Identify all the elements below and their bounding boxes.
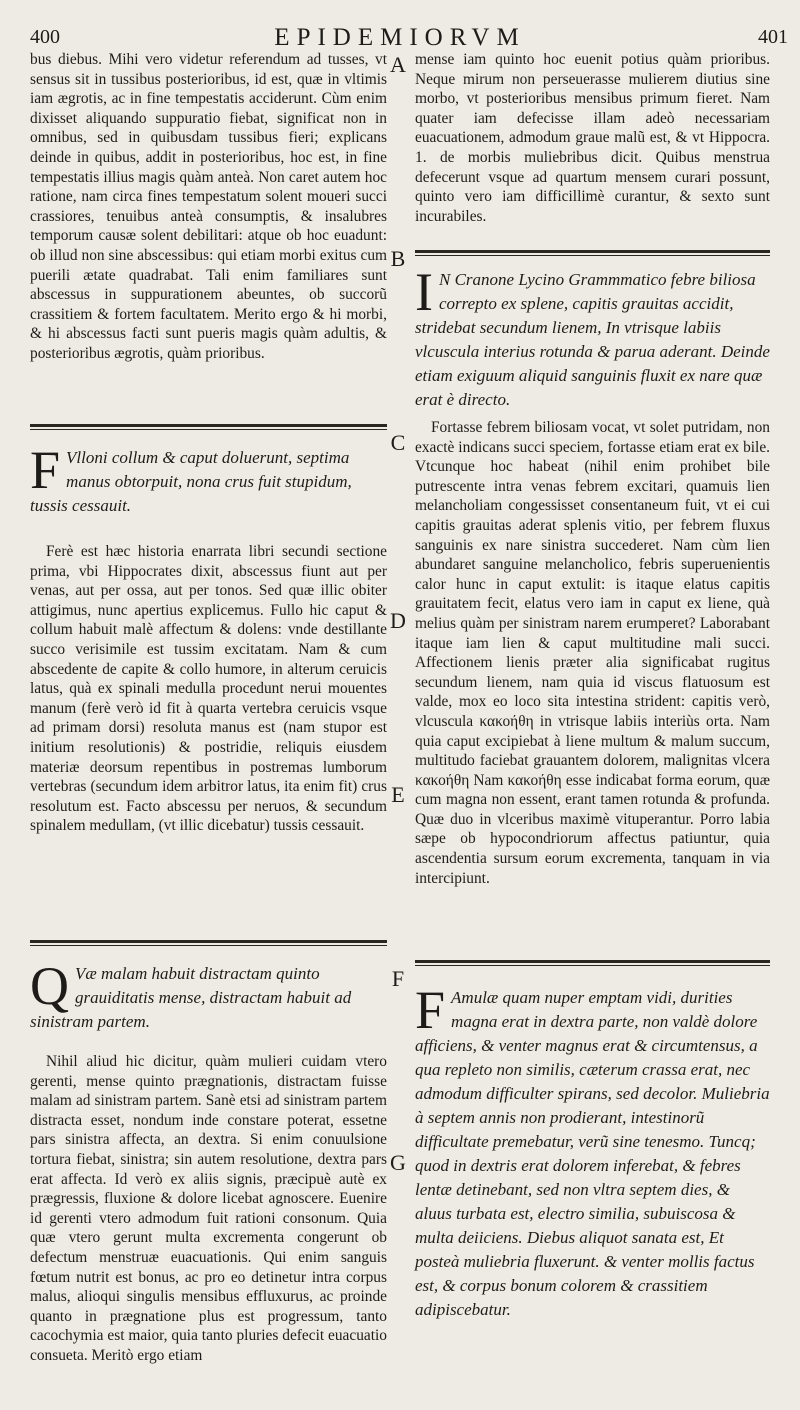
- margin-letter-f: F: [391, 966, 405, 991]
- commentary-paragraph: bus diebus. Mihi vero videtur referendum ad tusses, vt sensus sit in tussibus posterioribus, id est, quæ in vltimis iam ægrotis, ac in fine tempestatis acciderunt. Cùm enim dixisset aliquando suppuratio fiebat, significat non in omnibus, sed in quibusdam tussibus fieri; explicans deinde in quibus, addit in posterioribus, hoc est, in fine tempestatis illius magis quàm anteà. Non caret autem hoc ratione, nam circa fines tempestatum solent moueri succi crassiores, tenuibus anteà consumptis, & insalubres temporum causæ solent debilitari: atque ob hoc euadunt: ob illud non sine abscessibus: qui etiam morbi exitus cum puerili ætate quadrabat. Tali enim familiares sunt abscessus in suppurationem abeuntes, ob succorũ crassitiem & fortem facultatem. Merito ergo & hi morbi, & hi abscessus facti sunt pueris magis quàm adultis, & posterioribus ægrotis, quàm prioribus.: [30, 51, 387, 362]
- drop-cap: I: [415, 262, 433, 322]
- right-page-number: 401: [758, 26, 788, 48]
- margin-letter-g: G: [390, 1150, 406, 1175]
- margin-letter-c: C: [390, 430, 406, 455]
- drop-cap: F: [30, 440, 61, 500]
- hippocratic-text: Q Væ malam habuit distractam quinto grauiditatis mense, distractam habuit ad sinistram partem.: [30, 956, 352, 1031]
- section-divider: [30, 422, 387, 432]
- section-divider: [415, 248, 770, 258]
- right-column: [415, 50, 770, 1390]
- commentary-paragraph: Fortasse febrem biliosam vocat, vt solet putridam, non exactè indicans succi speciem, fortasse etiam erat ex bile. Vtcunque hoc habeat (nihil enim prohibet bile putrescente intra venas febrem excitari, quamuis lien melancholiam congessisset consentaneum fuit, vt ei cui capitis grauitas aderat splenis vitio, per febrem fluxus sanguinis ex nare sinistra succederet. Nam cùm lien abundaret sanguine melancholico, febris superuenientis calor hunc in caput extulit: is itaque elatus capitis grauitatem fecit, elatus vero iam in caput ex liene, quà melius quàm per sinistram narem erumperet? Laborabant itaque iam lien & caput multitudine mali succi. Affectionem lienis præter alia significabat rugitus secundum lienem, nam quia id viscus flatuosum est valde, mox eo loco sita intestina strident: capitis verò, vlcuscula κακοήθη in vtrisque labiis interiùs orta. Nam quia caput excipiebat à liene multum & malum succum, multitudo faciebat grauantem dolorem, malignitas vlcera κακοήθη Nam κακοήθη esse indicabat forma eorum, quæ cum magna non essent, erant tamen rotunda & profunda. Quæ duo in vlceribus maximè vituperantur. Porro labia sæpe ob hypocondriorum affectus patiuntur, quia ascendentia sursum eorum excrementa, tanquam in via intercipiunt.: [415, 419, 770, 887]
- section-divider: [415, 958, 770, 968]
- hippocratic-text: I N Cranone Lycino Grammmatico febre biliosa correpto ex splene, capitis grauitas accidit, stridebat secundum lienem, In vtrisque labiis vlcuscula interius rotunda & parua aderant. Deinde etiam exiguum aliquid sanguinis fluxit ex nare quæ erat è directo.: [415, 262, 770, 409]
- drop-cap: F: [415, 980, 446, 1040]
- drop-cap: Q: [30, 956, 69, 1016]
- hippocratic-text: F Amulæ quam nuper emptam vidi, durities magna erat in dextra parte, non valdè dolore afficiens, & venter magnus erat & circumtensus, a qua repleto non similis, cæterum crassa erat, nec admodum difficulter spirans, sed decolor. Muliebria à septem annis non prodierant, intestinorũ difficultate premebatur, verũ sine tenesmo. Tuncq; quod in dextris erat dolorem inferebat, & febres lentæ detinebant, sed non vltra septem dies, & aluus turbata est, electro similia, subuiscosa & multa deiiciens. Diebus aliquot sanata est, Et posteà muliebria fluxerunt. & venter mollis factus est, & corpus bonum colorem & crassitiem adipiscebatur.: [415, 980, 770, 1319]
- margin-letter-e: E: [391, 782, 405, 807]
- margin-letter-b: B: [390, 246, 406, 271]
- left-column: [30, 50, 387, 1390]
- margin-letter-a: A: [390, 52, 406, 77]
- commentary-paragraph: Ferè est hæc historia enarrata libri secundi sectione prima, vbi Hippocrates dixit, abscessus fiunt aut per venas, aut per ossa, aut per tonos. Sed quæ illic obiter attigimus, nunc apertius explicemus. Fullo hic caput & collum habuit malè affectum & dolens: vnde destillante succo verisimile est tussim excitatam. Nam & cum abscedente de capite & collo humore, in alterum ceruicis latus, quà ex spinali medulla procedunt nerui mouentes manum (ferè verò id fit à quarta vertebra ceruicis vsque ad primam dorsi) resoluta manus est (nam stupor est initium resolutionis) & postridie, reliquis eiusdem materiæ deorsum repentibus in postremas lumborum vertebras (secundum idem arbitror latus, ita enim fit) crus resolutum est. Facto abscessu per neruos, & secundum spinalem medullam, (vt illic dicebatur) tussis cessauit.: [30, 543, 387, 835]
- commentary-paragraph: Nihil aliud hic dicitur, quàm mulieri cuidam vtero gerenti, mense quinto prægnationis, distractam fuisse malam ad sinistram partem. Sanè etsi ad sinistram partem distracta esset, nondum inde constare poterat, essetne pars sinistra affecta, an dextra. Si enim conuulsione tortura fiebat, sinistra; sin autem resolutione, dextra pars erat affecta. Id verò ex aliis signis, præcipuè autè ex prægressis, fluxione & dolore licebat agnoscere. Euenire id gerenti vtero admodum fuit rationi consonum. Quia quæ vtero gerunt multa excrementa congerunt ob defectum menstruæ euacuationis. Qui enim sanguis fœtum nutrit est bonus, ac pro eo detinetur intra corpus malus, alioqui singulis mensibus effluxurus, ac proinde quanto in prægnatione plus est progressum, tanto cacochymia est maior, quia tanto pluries defecit euacuatio consueta. Meritò ergo etiam: [30, 1053, 387, 1364]
- margin-letter-d: D: [390, 608, 406, 633]
- running-title: EPIDEMIORVM: [274, 24, 526, 51]
- section-divider: [30, 938, 387, 948]
- left-page-number: 400: [30, 26, 60, 48]
- hippocratic-text: F Vlloni collum & caput doluerunt, septima manus obtorpuit, nona crus fuit stupidum, tussis cessauit.: [30, 440, 352, 515]
- commentary-paragraph: mense iam quinto hoc euenit potius quàm prioribus. Neque mirum non perseuerasse mulierem diutius sine morbo, vt posterioribus mensibus primum fieret. Nam quater iam defecisse illam adeò necessariam euacuationem, admodum graue malũ est, & vt Hippocra. 1. de morbis muliebribus dicit. Quibus menstrua defecerunt vsque ad quartum mensem curari possunt, quinto vero iam difficillimè curantur, & sexto sunt incurabiles.: [415, 51, 770, 225]
